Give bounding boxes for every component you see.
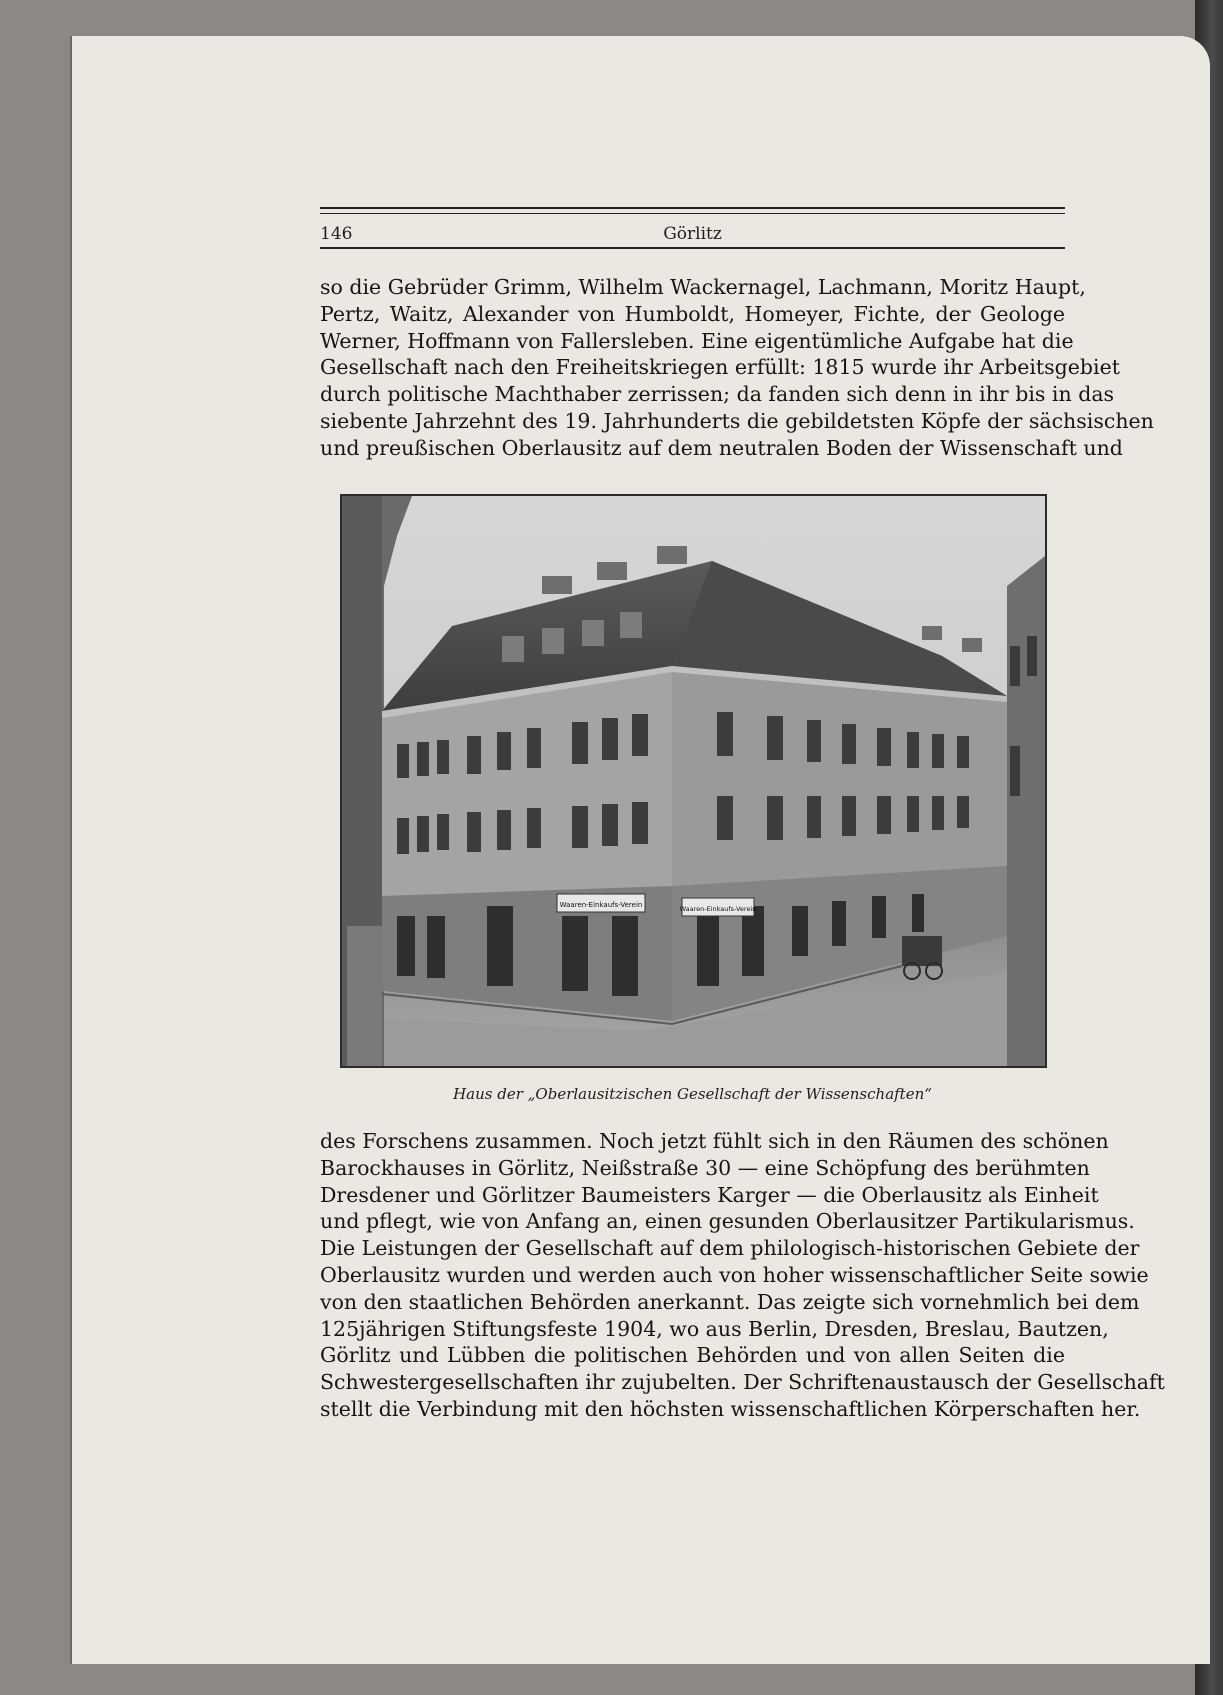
header-rule-top [320,207,1065,214]
shop-sign-right: Waaren-Einkaufs-Verein [679,905,757,913]
paragraph-2 [320,1128,1165,1423]
text-line: Gesellschaft nach den Freiheitskriegen erfüllt: 1815 wurde ihr Arbeitsgebiet [320,355,1120,380]
text-line: Die Leistungen der Gesellschaft auf dem philologisch-historischen Gebiete der [320,1236,1140,1261]
text-line: durch politische Machthaber zerrissen; da fanden sich denn in ihr bis in das [320,382,1115,407]
text-line: und pflegt, wie von Anfang an, einen gesunden Oberlausitzer Partikularismus. [320,1209,1135,1234]
paragraph-1 [320,274,1154,462]
text-line: Pertz, Waitz, Alexander von Humboldt, Homeyer, Fichte, der Geologe [320,301,1065,326]
page-header [320,222,1065,248]
text-line: und preußischen Oberlausitz auf dem neutralen Boden der Wissenschaft und [320,435,1123,460]
text-line: Oberlausitz wurden und werden auch von hoher wissenschaftlicher Seite sowie [320,1262,1149,1287]
text-line: Schwestergesellschaften ihr zujubelten. Der Schriftenaustausch der Gesellschaft [320,1370,1165,1395]
building-photograph [340,494,1047,1068]
figure-caption: Haus der „Oberlausitzischen Gesellschaft der Wissenschaften“ [453,1085,932,1103]
text-line: Görlitz und Lübben die politischen Behörden und von allen Seiten die [320,1343,1065,1368]
shop-sign-left: Waaren-Einkaufs-Verein [559,901,643,909]
header-rule-bottom [320,247,1065,249]
text-line: Barockhauses in Görlitz, Neißstraße 30 — eine Schöpfung des berühmten [320,1155,1090,1180]
running-title: Görlitz [663,224,722,244]
text-line: Dresdener und Görlitzer Baumeisters Karger — die Oberlausitz als Einheit [320,1182,1099,1207]
text-line: von den staatlichen Behörden anerkannt. Das zeigte sich vornehmlich bei dem [320,1289,1140,1314]
text-line: des Forschens zusammen. Noch jetzt fühlt sich in den Räumen des schönen [320,1129,1109,1153]
text-line: so die Gebrüder Grimm, Wilhelm Wackernagel, Lachmann, Moritz Haupt, [320,275,1086,299]
text-line: stellt die Verbindung mit den höchsten wissenschaftlichen Körperschaften her. [320,1396,1141,1421]
text-line: siebente Jahrzehnt des 19. Jahrhunderts die gebildetsten Köpfe der sächsischen [320,408,1154,433]
page-number: 146 [320,224,353,244]
text-line: Werner, Hoffmann von Fallersleben. Eine eigentümliche Aufgabe hat die [320,328,1074,353]
text-line: 125jährigen Stiftungsfeste 1904, wo aus Berlin, Dresden, Breslau, Bautzen, [320,1316,1109,1341]
